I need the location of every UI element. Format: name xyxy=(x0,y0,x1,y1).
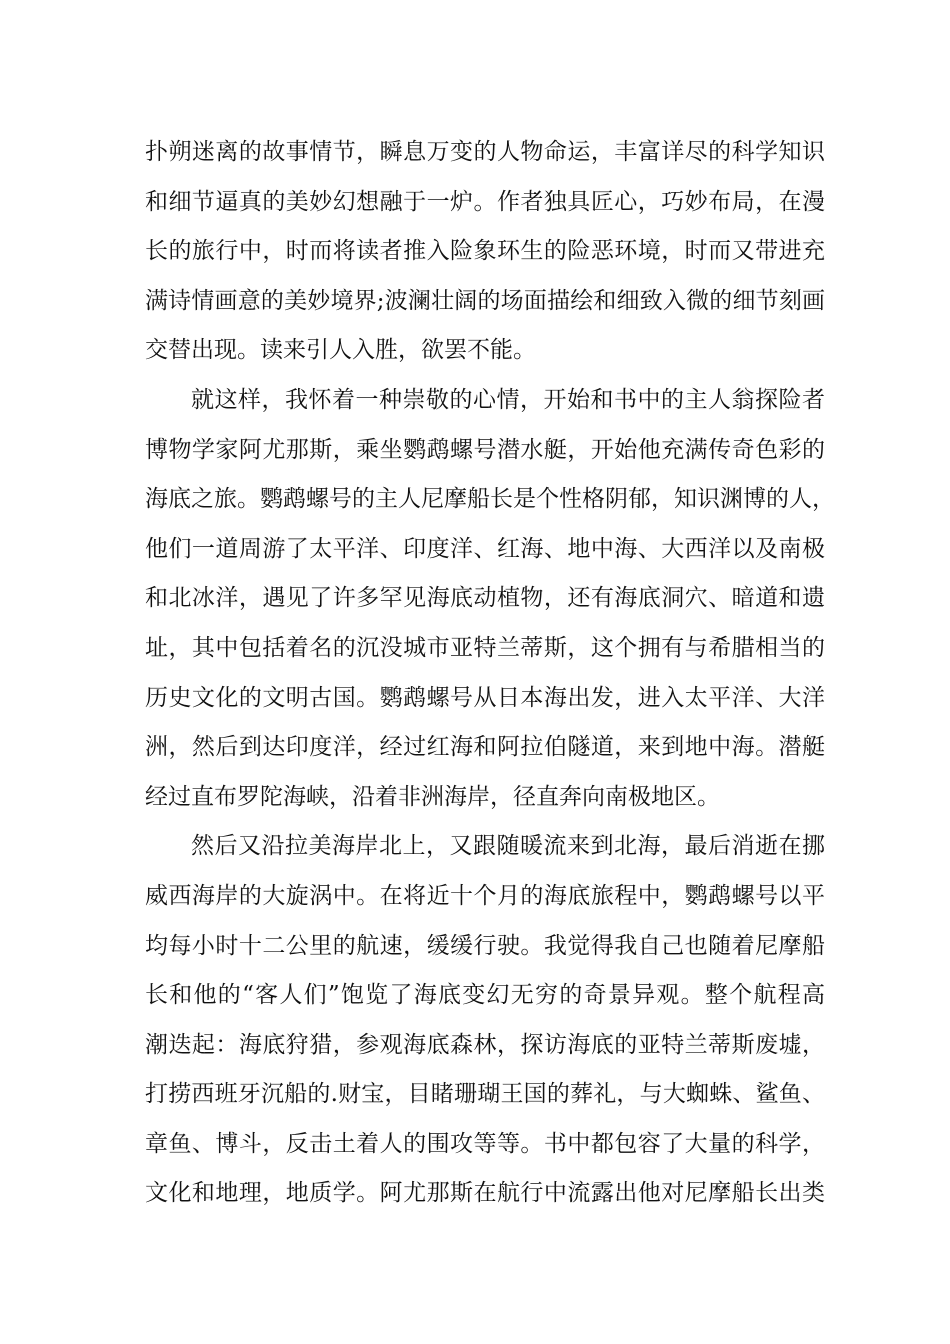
text-line-12: 历史文化的文明古国。鹦鹉螺号从日本海出发，进入太平洋、大洋 xyxy=(145,684,825,711)
text-line-1: 扑朔迷离的故事情节，瞬息万变的人物命运，丰富详尽的科学知识 xyxy=(145,139,825,165)
text-line-20: 打捞西班牙沉船的.财宝，目睹珊瑚王国的葬礼，与大蜘蛛、鲨鱼、 xyxy=(145,1081,825,1108)
body-text xyxy=(145,128,835,1219)
text-line-7: 博物学家阿尤那斯，乘坐鹦鹉螺号潜水艇，开始他充满传奇色彩的 xyxy=(145,436,825,463)
text-line-3: 长的旅行中，时而将读者推入险象环生的险恶环境，时而又带进充 xyxy=(145,238,825,265)
text-line-21: 章鱼、博斗，反击土着人的围攻等等。书中都包容了大量的科学， xyxy=(145,1130,825,1157)
text-line-16: 威西海岸的大旋涡中。在将近十个月的海底旅程中，鹦鹉螺号以平 xyxy=(145,882,825,909)
text-line-4: 满诗情画意的美妙境界;波澜壮阔的场面描绘和细致入微的细节刻画 xyxy=(145,287,825,314)
text-line-18: 长和他的“客人们”饱览了海底变幻无穷的奇景异观。整个航程高 xyxy=(145,982,825,1009)
text-line-13: 洲，然后到达印度洋，经过红海和阿拉伯隧道，来到地中海。潜艇 xyxy=(145,734,825,761)
text-line-14: 经过直布罗陀海峡，沿着非洲海岸，径直奔向南极地区。 xyxy=(145,783,720,810)
text-line-11: 址，其中包括着名的沉没城市亚特兰蒂斯，这个拥有与希腊相当的 xyxy=(145,634,825,661)
text-line-8: 海底之旅。鹦鹉螺号的主人尼摩船长是个性格阴郁，知识渊博的人， xyxy=(145,486,835,513)
text-line-15: 然后又沿拉美海岸北上，又跟随暖流来到北海，最后消逝在挪 xyxy=(191,833,825,860)
text-line-10: 和北冰洋，遇见了许多罕见海底动植物，还有海底洞穴、暗道和遗 xyxy=(145,585,825,612)
text-line-17: 均每小时十二公里的航速，缓缓行驶。我觉得我自己也随着尼摩船 xyxy=(145,932,825,959)
text-line-22: 文化和地理，地质学。阿尤那斯在航行中流露出他对尼摩船长出类 xyxy=(145,1180,825,1207)
text-line-9: 他们一道周游了太平洋、印度洋、红海、地中海、大西洋以及南极 xyxy=(145,535,825,562)
text-line-2: 和细节逼真的美妙幻想融于一炉。作者独具匠心，巧妙布局，在漫 xyxy=(145,188,825,215)
text-line-6: 就这样，我怀着一种崇敬的心情，开始和书中的主人翁探险者 xyxy=(191,386,825,413)
text-line-5: 交替出现。读来引人入胜，欲罢不能。 xyxy=(145,337,536,364)
text-line-19: 潮迭起：海底狩猎，参观海底森林，探访海底的亚特兰蒂斯废墟， xyxy=(145,1031,825,1058)
